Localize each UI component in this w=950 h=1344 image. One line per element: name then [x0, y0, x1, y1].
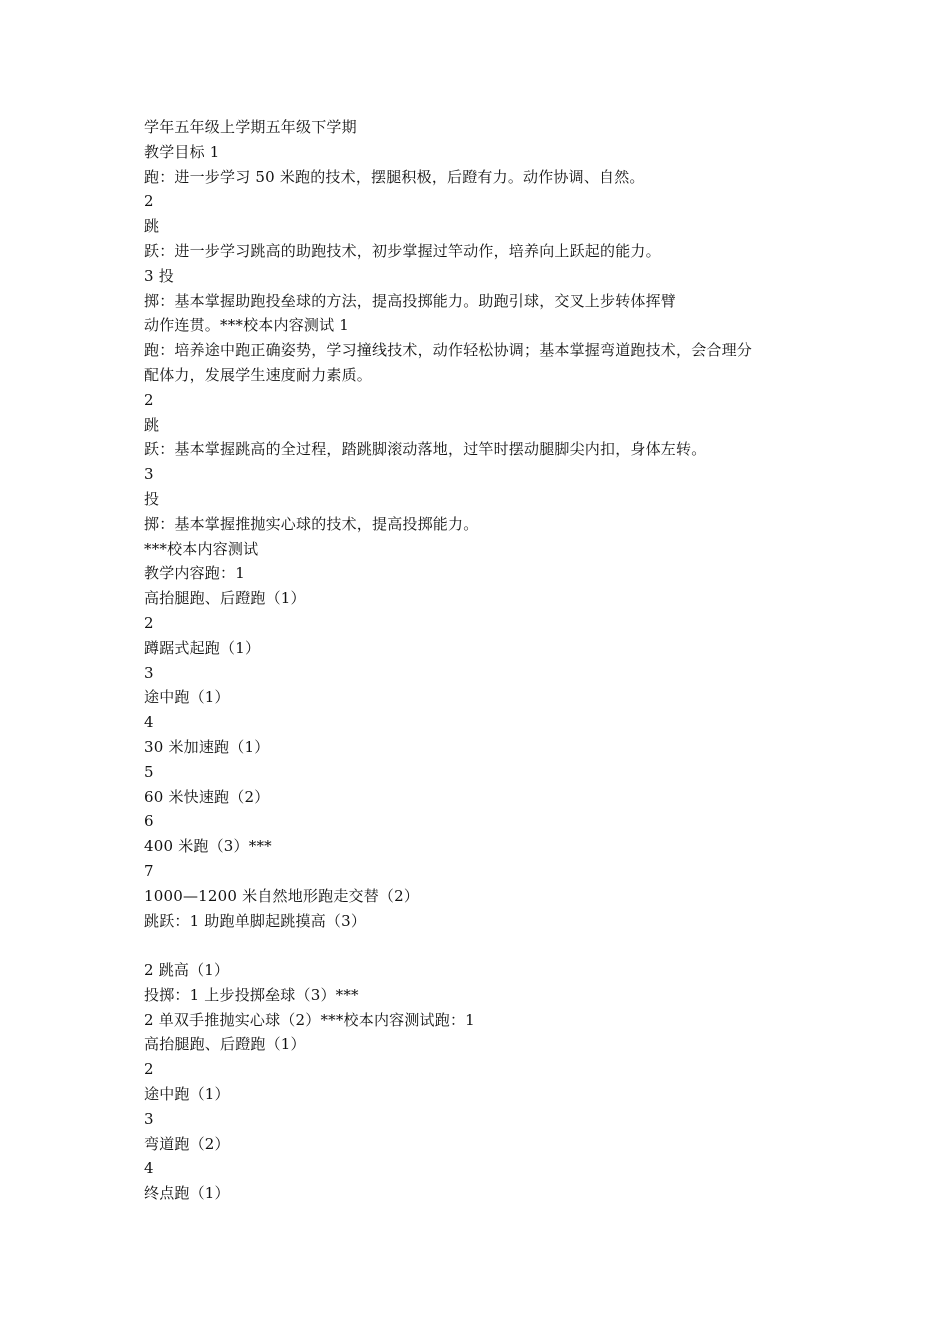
text-line: 动作连贯。***校本内容测试 1 [144, 316, 350, 335]
text-line: 跃：基本掌握跳高的全过程，踏跳脚滚动落地，过竿时摆动腿脚尖内扣，身体左转。 [144, 440, 707, 459]
text-line: 1000—1200 米自然地形跑走交替（2） [144, 886, 420, 905]
blank-line [144, 933, 824, 958]
text-line: 高抬腿跑、后蹬跑（1） [144, 1035, 306, 1054]
text-line: 投掷：1 上步投掷垒球（3）*** [144, 985, 359, 1004]
text-line: ***校本内容测试 [144, 539, 259, 558]
text-line: 7 [144, 861, 154, 880]
text-line: 跑：进一步学习 50 米跑的技术，摆腿积极，后蹬有力。动作协调、自然。 [144, 167, 645, 186]
text-line: 3 [144, 1109, 154, 1128]
text-line: 弯道跑（2） [144, 1134, 230, 1153]
text-line: 2 单双手推抛实心球（2）***校本内容测试跑：1 [144, 1010, 475, 1029]
text-line: 跳 [144, 415, 160, 434]
text-line: 跑：培养途中跑正确姿势，学习撞线技术，动作轻松协调；基本掌握弯道跑技术，会合理分 [144, 341, 753, 360]
text-line: 30 米加速跑（1） [144, 737, 270, 756]
text-line: 400 米跑（3）*** [144, 837, 272, 856]
text-line: 学年五年级上学期五年级下学期 [144, 118, 357, 136]
text-line: 途中跑（1） [144, 688, 230, 707]
text-line: 跳 [144, 217, 160, 236]
text-line: 60 米快速跑（2） [144, 787, 270, 806]
text-line: 3 投 [144, 266, 174, 285]
text-line: 掷：基本掌握助跑投垒球的方法，提高投掷能力。助跑引球，交叉上步转体挥臂 [144, 291, 677, 310]
text-line: 2 跳高（1） [144, 961, 230, 980]
text-line: 途中跑（1） [144, 1085, 230, 1104]
text-line: 终点跑（1） [144, 1184, 230, 1203]
text-line: 2 [144, 192, 154, 211]
text-line: 4 [144, 1159, 154, 1178]
text-line: 跳跃：1 助跑单脚起跳摸高（3） [144, 911, 367, 930]
text-line: 5 [144, 762, 154, 781]
document-body [144, 115, 824, 1206]
text-line: 4 [144, 713, 154, 732]
text-line: 3 [144, 663, 154, 682]
text-line: 高抬腿跑、后蹬跑（1） [144, 589, 306, 608]
text-line: 教学内容跑：1 [144, 564, 245, 583]
text-line: 蹲踞式起跑（1） [144, 638, 261, 657]
text-line: 2 [144, 1060, 154, 1079]
text-line: 配体力，发展学生速度耐力素质。 [144, 365, 373, 384]
text-line: 投 [144, 489, 160, 508]
text-line: 跃：进一步学习跳高的助跑技术，初步掌握过竿动作，培养向上跃起的能力。 [144, 241, 661, 260]
text-line: 教学目标 1 [144, 142, 220, 161]
text-line: 6 [144, 812, 154, 831]
text-line: 2 [144, 613, 154, 632]
text-line: 2 [144, 390, 154, 409]
text-line: 3 [144, 465, 154, 484]
text-line: 掷：基本掌握推抛实心球的技术，提高投掷能力。 [144, 514, 479, 533]
